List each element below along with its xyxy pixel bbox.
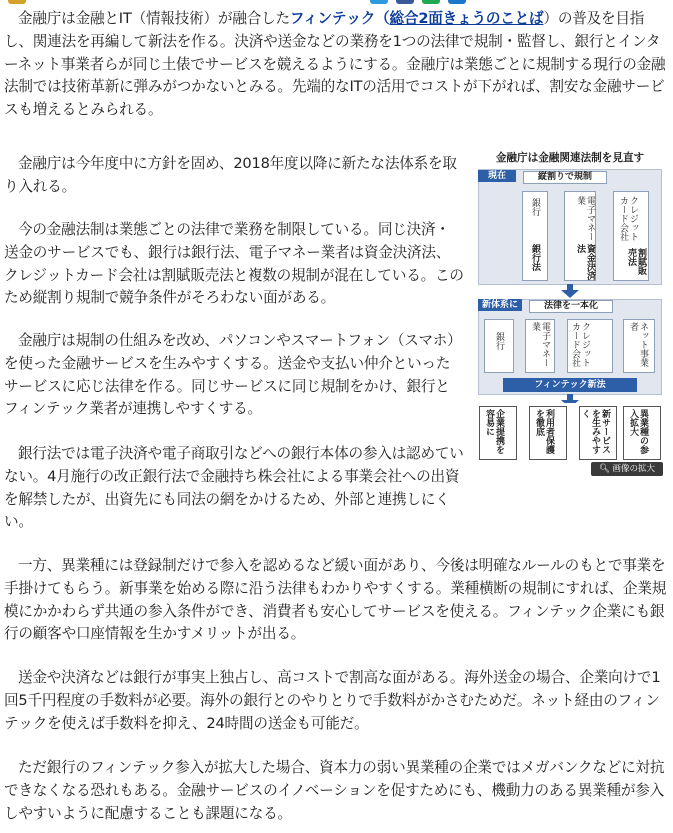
share-bar	[0, 0, 673, 4]
paragraph-1-text-b: （	[375, 10, 390, 27]
current-entity-emoney	[564, 191, 596, 281]
current-header: 縦割りで規制	[523, 171, 607, 184]
image-zoom-label: 画像の拡大	[612, 464, 655, 474]
magnifier-icon: 🔍︎	[598, 464, 610, 474]
mixi-icon[interactable]	[8, 0, 26, 4]
paragraph-1-text-a: 金融庁は金融とIT（情報技術）が融合した	[18, 10, 290, 27]
new-entity-card	[567, 319, 613, 373]
twitter-icon[interactable]	[370, 0, 388, 4]
current-entity-card-name: クレジットカード会社	[618, 196, 638, 241]
current-entity-card	[613, 191, 649, 281]
paragraph-8: ただ銀行のフィンテック参入が拡大した場合、資本力の弱い異業種の企業ではメガバンクなどに対抗できなくなる恐れもある。金融サービスのイノベーションを促すためにも、機動力のある異業種が参入しやすいように配慮することも課題になる。	[4, 759, 665, 822]
line-icon[interactable]	[422, 0, 440, 4]
paragraph-1-text-c: ）の普及を目指し、関連法を再編して新法を作る。決済や送金などの業務を1つの法律で規制・監督し、銀行とインターネット事業者らが同じ土俵でサービスを競えるようにする。金融庁は業態ごとに規制する現行の金融法制では技術革新に弾みがつかないとみる。先端的なITの活用でコストが下がれば、割安な金融サービスも増えるとみられる。	[4, 10, 666, 119]
new-entity-bank	[484, 319, 514, 373]
figure-title: 金融庁は金融関連法制を見直す	[495, 152, 645, 164]
outcome-4	[623, 406, 661, 460]
new-header: 法律を一本化	[529, 300, 613, 313]
paragraph-1	[4, 8, 668, 122]
current-entity-emoney-name: 電子マネー業	[575, 196, 595, 241]
current-tag: 現在	[478, 170, 516, 182]
current-entity-card-law: 割賦販売法	[626, 248, 646, 275]
current-entity-bank-law: 銀行法	[530, 244, 540, 271]
new-entity-net-name: ネット事業者	[628, 322, 648, 367]
fintech-link[interactable]: フィンテック	[289, 10, 376, 27]
new-tag: 新体系に	[478, 299, 522, 311]
new-entity-net	[623, 319, 655, 373]
paragraph-2: 金融庁は今年度中に方針を固め、2018年度以降に新たな法体系を取り入れる。	[4, 155, 457, 195]
regulation-figure[interactable]	[475, 151, 665, 479]
paragraph-7: 送金や決済などは銀行が事実上独占し、高コストで割高な面がある。海外送金の場合、企業向けで1回5千円程度の手数料が必要。海外の銀行とのやりとりで手数料がかさむためだ。ネット経由のフィンテックを使えば手数料を抑え、24時間の送金も可能だ。	[4, 669, 661, 732]
hatena-icon[interactable]	[448, 0, 466, 4]
new-entity-card-name: クレジットカード会社	[570, 322, 590, 367]
arrow-down-1	[561, 290, 579, 298]
outcome-2	[529, 406, 567, 460]
fintech-law-bar: フィンテック新法	[503, 378, 637, 392]
current-entity-bank-name: 銀行	[530, 198, 540, 216]
outcome-3	[579, 406, 617, 460]
facebook-icon[interactable]	[396, 0, 414, 4]
paragraph-3: 今の金融法制は業態ごとの法律で業務を制限している。同じ決済・送金のサービスでも、銀行は銀行法、電子マネー業者は資金決済法、クレジットカード会社は割賦販売法と複数の規制が混在している。このため縦割り規制で競争条件がそろわない面がある。	[4, 221, 464, 307]
new-entity-bank-name: 銀行	[494, 332, 504, 350]
paragraph-6: 一方、異業種には登録制だけで参入を認めるなど緩い面があり、今後は明確なルールのもとで事業を手掛けてもらう。新事業を始める際に沿う法律もわかりやすくする。業種横断の規制にすれば、企業規模にかかわらず共通の参入条件ができ、消費者も安心してサービスを使える。フィンテック企業にも銀行の顧客や口座情報を生かすメリットが出る。	[4, 557, 667, 643]
paragraph-4: 金融庁は規制の仕組みを改め、パソコンやスマートフォン（スマホ）を使った金融サービスを生みやすくする。送金や支払い仲介といったサービスに応じ法律を作る。同じサービスに同じ規制をかけ、銀行とフィンテック業者が連携しやすくする。	[4, 332, 462, 418]
outcome-2-text: 利用者保護を徹底	[534, 409, 554, 454]
outcome-1	[479, 406, 517, 460]
outcome-4-text: 異業種の参入拡大	[628, 409, 648, 454]
current-entity-emoney-law: 資金決済法	[575, 244, 595, 280]
outcome-1-text: 企業提携を容易に	[484, 409, 504, 454]
glossary-link[interactable]: 総合2面きょうのことば	[389, 10, 544, 27]
new-entity-emoney-name: 電子マネー業	[530, 322, 550, 367]
paragraph-5: 銀行法では電子決済や電子商取引などへの銀行本体の参入は認めていない。4月施行の改正銀行法で金融持ち株会社による事業会社への出資を解禁したが、出資先にも同法の網をかけるため、外部と連携しにくい。	[4, 445, 464, 531]
outcome-3-text: 新サービスを生みやすく	[580, 409, 610, 454]
image-zoom-button[interactable]	[591, 462, 663, 476]
current-entity-bank	[522, 191, 548, 281]
new-entity-emoney	[525, 319, 555, 373]
